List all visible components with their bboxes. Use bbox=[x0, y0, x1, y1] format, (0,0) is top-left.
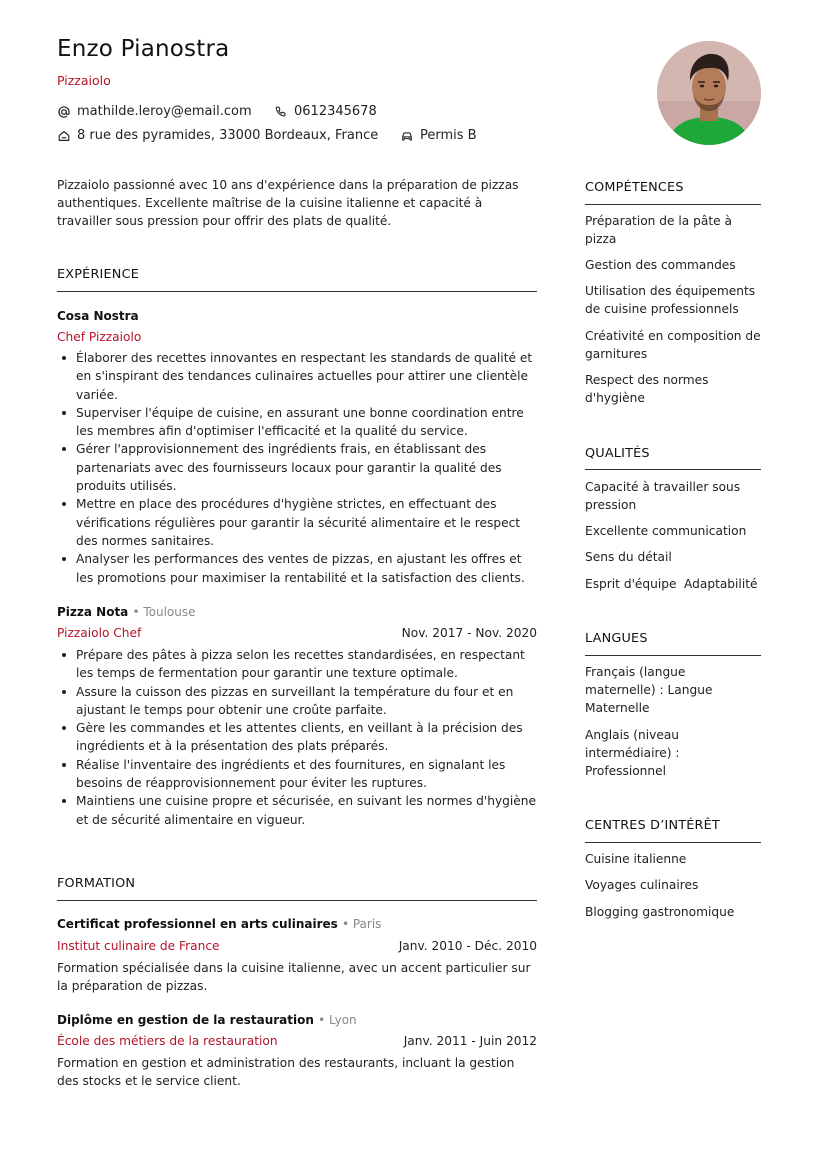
education-school: École des métiers de la restauration bbox=[57, 1034, 278, 1048]
skills-divider bbox=[585, 204, 761, 205]
education-description: Formation en gestion et administration des restaurants, incluant la gestion des stocks et le service client. bbox=[57, 1056, 515, 1088]
interests-heading: CENTRES D’INTÉRÊT bbox=[585, 818, 720, 833]
quality-item: Excellente communication bbox=[585, 524, 747, 538]
candidate-role: Pizzaiolo bbox=[57, 73, 111, 88]
skill-item: Utilisation des équipements de cuisine professionnels bbox=[585, 284, 756, 316]
education-degree: Diplôme en gestion de la restauration • Lyon bbox=[57, 1013, 357, 1027]
experience-divider bbox=[57, 291, 537, 292]
interest-item: Cuisine italienne bbox=[585, 852, 687, 866]
interests-divider bbox=[585, 842, 761, 843]
list-item: Élaborer des recettes innovantes en respectant les standards de qualité et en s'inspirant des tendances culinaires actuelles pour attirer une clientèle variée. bbox=[57, 349, 537, 404]
skills-heading: COMPÉTENCES bbox=[585, 180, 684, 195]
address-contact bbox=[57, 128, 378, 143]
education-heading: FORMATION bbox=[57, 876, 136, 891]
list-item: Prépare des pâtes à pizza selon les recettes standardisées, en respectant les temps de fermentation pour garantir une texture optimale. bbox=[57, 646, 537, 683]
list-item: Assure la cuisson des pizzas en surveillant la température du four et en ajustant le temps pour obtenir une croûte parfaite. bbox=[57, 683, 537, 720]
quality-item: Esprit d'équipe bbox=[585, 577, 677, 591]
education-dates: Janv. 2010 - Déc. 2010 bbox=[398, 939, 537, 953]
education-location: • Lyon bbox=[318, 1013, 357, 1027]
job-location: • Toulouse bbox=[132, 605, 196, 619]
skill-item: Gestion des commandes bbox=[585, 258, 736, 272]
email-contact bbox=[57, 104, 252, 119]
education-location: • Paris bbox=[341, 917, 382, 931]
profile-summary: Pizzaiolo passionné avec 10 ans d'expérience dans la préparation de pizzas authentiques. Excellente maîtrise de la cuisine italienne et capacité à travailler sous pression pour offrir des plats de qualité. bbox=[57, 178, 519, 228]
languages-heading: LANGUES bbox=[585, 631, 648, 646]
home-icon bbox=[57, 129, 71, 143]
quality-item: Adaptabilité bbox=[684, 577, 758, 591]
license-text: Permis B bbox=[420, 128, 477, 143]
list-item: Maintiens une cuisine propre et sécurisée, en suivant les normes d'hygiène et de sécurité alimentaire en vigueur. bbox=[57, 792, 537, 829]
job-bullets bbox=[57, 646, 537, 829]
quality-item: Sens du détail bbox=[585, 550, 672, 564]
job-role: Chef Pizzaiolo bbox=[57, 330, 142, 344]
list-item: Analyser les performances des ventes de pizzas, en ajustant les offres et les promotions pour maximiser la rentabilité et la satisfaction des clients. bbox=[57, 550, 537, 587]
phone-icon bbox=[274, 105, 288, 119]
education-degree: Certificat professionnel en arts culinaires • Paris bbox=[57, 917, 382, 931]
education-school: Institut culinaire de France bbox=[57, 939, 220, 953]
phone-text: 0612345678 bbox=[294, 104, 377, 119]
experience-heading: EXPÉRIENCE bbox=[57, 267, 139, 282]
candidate-name: Enzo Pianostra bbox=[57, 36, 230, 62]
job-dates: Nov. 2017 - Nov. 2020 bbox=[401, 626, 537, 640]
job-bullets bbox=[57, 349, 537, 587]
education-description: Formation spécialisée dans la cuisine italienne, avec un accent particulier sur la préparation de pizzas. bbox=[57, 961, 531, 993]
interest-item: Blogging gastronomique bbox=[585, 905, 735, 919]
list-item: Superviser l'équipe de cuisine, en assurant une bonne coordination entre les membres afin d'optimiser l'efficacité et la qualité du service. bbox=[57, 404, 537, 441]
education-dates: Janv. 2011 - Juin 2012 bbox=[403, 1034, 537, 1048]
skill-item: Préparation de la pâte à pizza bbox=[585, 214, 732, 246]
job-company: Cosa Nostra bbox=[57, 309, 139, 323]
car-icon bbox=[400, 129, 414, 143]
quality-item: Capacité à travailler sous pression bbox=[585, 480, 741, 512]
list-item: Réalise l'inventaire des ingrédients et des fournitures, en signalant les besoins de réapprovisionnement pour éviter les ruptures. bbox=[57, 756, 537, 793]
skill-item: Respect des normes d'hygiène bbox=[585, 373, 709, 405]
qualities-heading: QUALITÉS bbox=[585, 446, 650, 461]
profile-photo bbox=[657, 41, 761, 145]
language-item: Français (langue maternelle) : Langue Maternelle bbox=[585, 665, 713, 715]
phone-contact bbox=[274, 104, 377, 119]
list-item: Mettre en place des procédures d'hygiène strictes, en effectuant des vérifications régulières pour garantir la sécurité alimentaire et le respect des normes sanitaires. bbox=[57, 495, 537, 550]
languages-divider bbox=[585, 655, 761, 656]
list-item: Gérer l'approvisionnement des ingrédients frais, en établissant des partenariats avec des fournisseurs locaux pour garantir la qualité des produits utilisés. bbox=[57, 440, 537, 495]
qualities-divider bbox=[585, 469, 761, 470]
job-company: Pizza Nota • Toulouse bbox=[57, 605, 196, 619]
education-divider bbox=[57, 900, 537, 901]
interest-item: Voyages culinaires bbox=[585, 878, 699, 892]
license-contact bbox=[400, 128, 477, 143]
language-item: Anglais (niveau intermédiaire) : Professionnel bbox=[585, 728, 680, 778]
at-icon bbox=[57, 105, 71, 119]
job-role: Pizzaiolo Chef bbox=[57, 626, 142, 640]
email-text: mathilde.leroy@email.com bbox=[77, 104, 252, 119]
skill-item: Créativité en composition de garnitures bbox=[585, 329, 761, 361]
list-item: Gère les commandes et les attentes clients, en veillant à la précision des ingrédients et à la présentation des plats préparés. bbox=[57, 719, 537, 756]
address-text: 8 rue des pyramides, 33000 Bordeaux, France bbox=[77, 128, 379, 143]
